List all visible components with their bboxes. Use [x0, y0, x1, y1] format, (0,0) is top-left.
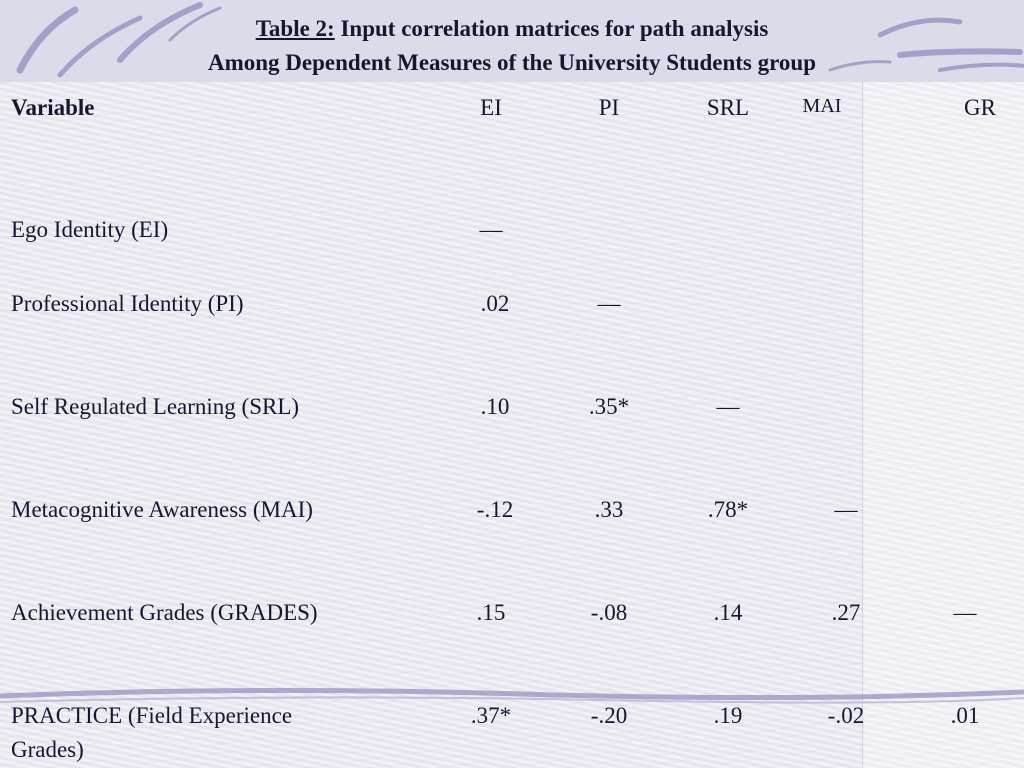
- column-header-gr: GR: [964, 95, 996, 120]
- table-cell: -.02: [827, 703, 865, 728]
- title-line-1-rest: Input correlation matrices for path analysis: [334, 16, 769, 41]
- table-cell: .15: [476, 600, 506, 625]
- column-header-ei: EI: [480, 95, 502, 120]
- table-cell: -.08: [590, 600, 628, 625]
- table-cell: .01: [950, 703, 980, 728]
- row-label: Metacognitive Awareness (MAI): [11, 497, 313, 522]
- table-cell: .10: [480, 394, 510, 419]
- right-panel-overlay: [862, 82, 1024, 768]
- table-cell: .02: [480, 291, 510, 316]
- row-label-line-2: Grades): [11, 737, 84, 762]
- table-cell: .35*: [588, 394, 630, 419]
- row-label: Self Regulated Learning (SRL): [11, 394, 300, 419]
- table-cell: .33: [594, 497, 624, 522]
- row-label: Ego Identity (EI): [11, 217, 169, 242]
- slide-title: [0, 12, 1024, 80]
- title-line-2: Among Dependent Measures of the University Students group: [207, 50, 817, 75]
- table-cell: .27: [831, 600, 861, 625]
- title-line-1: [0, 12, 1024, 46]
- table-cell: —: [953, 600, 977, 625]
- table-cell: —: [479, 217, 503, 242]
- table-cell: -.20: [590, 703, 628, 728]
- table-cell: .37*: [470, 703, 512, 728]
- variable-column-header: Variable: [11, 95, 95, 120]
- table-cell: —: [834, 497, 858, 522]
- table-cell: —: [716, 394, 740, 419]
- table-cell: —: [597, 291, 621, 316]
- table-cell: .14: [713, 600, 743, 625]
- row-label-line-1: PRACTICE (Field Experience: [11, 703, 293, 728]
- column-header-srl: SRL: [706, 95, 750, 120]
- column-header-pi: PI: [598, 95, 620, 120]
- column-header-mai: MAI: [802, 95, 842, 117]
- row-label: Achievement Grades (GRADES): [11, 600, 318, 625]
- table-cell: .78*: [707, 497, 749, 522]
- row-label: Professional Identity (PI): [11, 291, 244, 316]
- title-lead: Table 2:: [255, 16, 335, 41]
- table-cell: .19: [713, 703, 743, 728]
- table-cell: -.12: [476, 497, 514, 522]
